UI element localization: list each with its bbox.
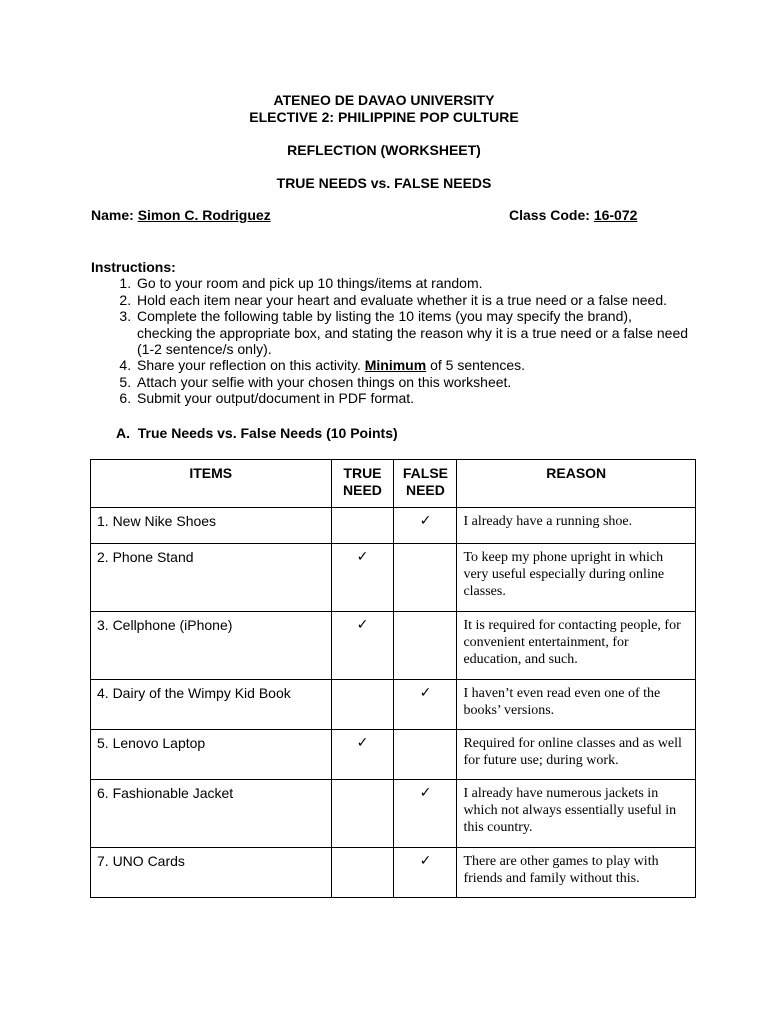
true-need-checkbox[interactable]	[331, 780, 394, 848]
class-code-label: Class Code:	[509, 207, 590, 223]
table-row	[91, 680, 696, 730]
reason-cell: There are other games to play with friends and family without this.	[457, 848, 696, 898]
header-items-label: ITEMS	[189, 465, 233, 481]
table-row	[91, 544, 696, 612]
true-need-checkbox[interactable]: ✓	[331, 612, 394, 680]
section-a-title: A. True Needs vs. False Needs (10 Points)	[116, 425, 398, 441]
item-cell: 1. New Nike Shoes	[91, 508, 332, 544]
header-true-label: TRUE	[343, 465, 382, 481]
false-need-checkbox[interactable]	[394, 544, 457, 612]
name-label: Name:	[91, 207, 134, 223]
false-need-checkbox[interactable]: ✓	[394, 508, 457, 544]
course-title: ELECTIVE 2: PHILIPPINE POP CULTURE	[249, 109, 519, 125]
false-need-checkbox[interactable]: ✓	[394, 780, 457, 848]
true-need-checkbox[interactable]: ✓	[331, 544, 394, 612]
instruction-text: of 5 sentences.	[430, 357, 526, 374]
university-title: ATENEO DE DAVAO UNIVERSITY	[273, 92, 495, 108]
item-cell: 3. Cellphone (iPhone)	[91, 612, 332, 680]
class-code-value: 16-072	[593, 207, 638, 223]
item-cell: 5. Lenovo Laptop	[91, 730, 332, 780]
header-true-need	[331, 460, 394, 508]
header-items	[91, 460, 332, 508]
true-need-checkbox[interactable]	[331, 508, 394, 544]
instructions-list	[91, 275, 691, 406]
true-need-checkbox[interactable]	[331, 848, 394, 898]
table-row	[91, 730, 696, 780]
false-need-checkbox[interactable]	[394, 612, 457, 680]
reason-cell: I haven’t even read even one of the books’ versions.	[457, 680, 696, 730]
class-code-group	[509, 207, 637, 224]
item-cell: 2. Phone Stand	[91, 544, 332, 612]
reason-cell: Required for online classes and as well for future use; during work.	[457, 730, 696, 780]
student-info-row	[91, 207, 651, 224]
table-row	[91, 612, 696, 680]
header-need-label: NEED	[343, 482, 382, 498]
instruction-item: 3. Complete the following table by listing the 10 items (you may specify the brand), checking the appropriate box, and stating the reason why it is a true need or a false need (1-2 sentence/s only).	[135, 308, 691, 357]
reason-cell: I already have numerous jackets in which not always essentially useful in this country.	[457, 780, 696, 848]
table-row	[91, 848, 696, 898]
instruction-text: Share your reflection on this activity.	[137, 357, 361, 374]
false-need-checkbox[interactable]: ✓	[394, 848, 457, 898]
header-need-label: NEED	[405, 482, 445, 498]
header-reason-label: REASON	[546, 465, 607, 481]
header-false-label: FALSE	[402, 465, 448, 481]
true-need-checkbox[interactable]: ✓	[331, 730, 394, 780]
instruction-emphasis: Minimum	[364, 357, 427, 374]
table-row	[91, 780, 696, 848]
topic-title: TRUE NEEDS vs. FALSE NEEDS	[276, 175, 492, 191]
false-need-checkbox[interactable]	[394, 730, 457, 780]
header-false-need	[394, 460, 457, 508]
instructions-block	[91, 259, 691, 407]
student-name: Simon C. Rodriguez	[137, 207, 271, 223]
instruction-item: 1. Go to your room and pick up 10 things/items at random.	[135, 275, 691, 291]
instruction-item: 6. Submit your output/document in PDF format.	[135, 390, 691, 406]
instructions-heading: Instructions:	[91, 259, 176, 275]
item-cell: 7. UNO Cards	[91, 848, 332, 898]
instruction-item	[135, 357, 691, 373]
item-cell: 6. Fashionable Jacket	[91, 780, 332, 848]
table-row	[91, 508, 696, 544]
instruction-item: 2. Hold each item near your heart and evaluate whether it is a true need or a false need.	[135, 292, 691, 308]
table-header-row	[91, 460, 696, 508]
true-need-checkbox[interactable]	[331, 680, 394, 730]
reason-cell: It is required for contacting people, for convenient entertainment, for education, and such.	[457, 612, 696, 680]
instruction-item: 5. Attach your selfie with your chosen things on this worksheet.	[135, 374, 691, 390]
false-need-checkbox[interactable]: ✓	[394, 680, 457, 730]
document-type: REFLECTION (WORKSHEET)	[287, 142, 481, 158]
header-reason	[457, 460, 696, 508]
reason-cell: To keep my phone upright in which very useful especially during online classes.	[457, 544, 696, 612]
needs-table	[90, 459, 696, 898]
reason-cell: I already have a running shoe.	[457, 508, 696, 544]
item-cell: 4. Dairy of the Wimpy Kid Book	[91, 680, 332, 730]
